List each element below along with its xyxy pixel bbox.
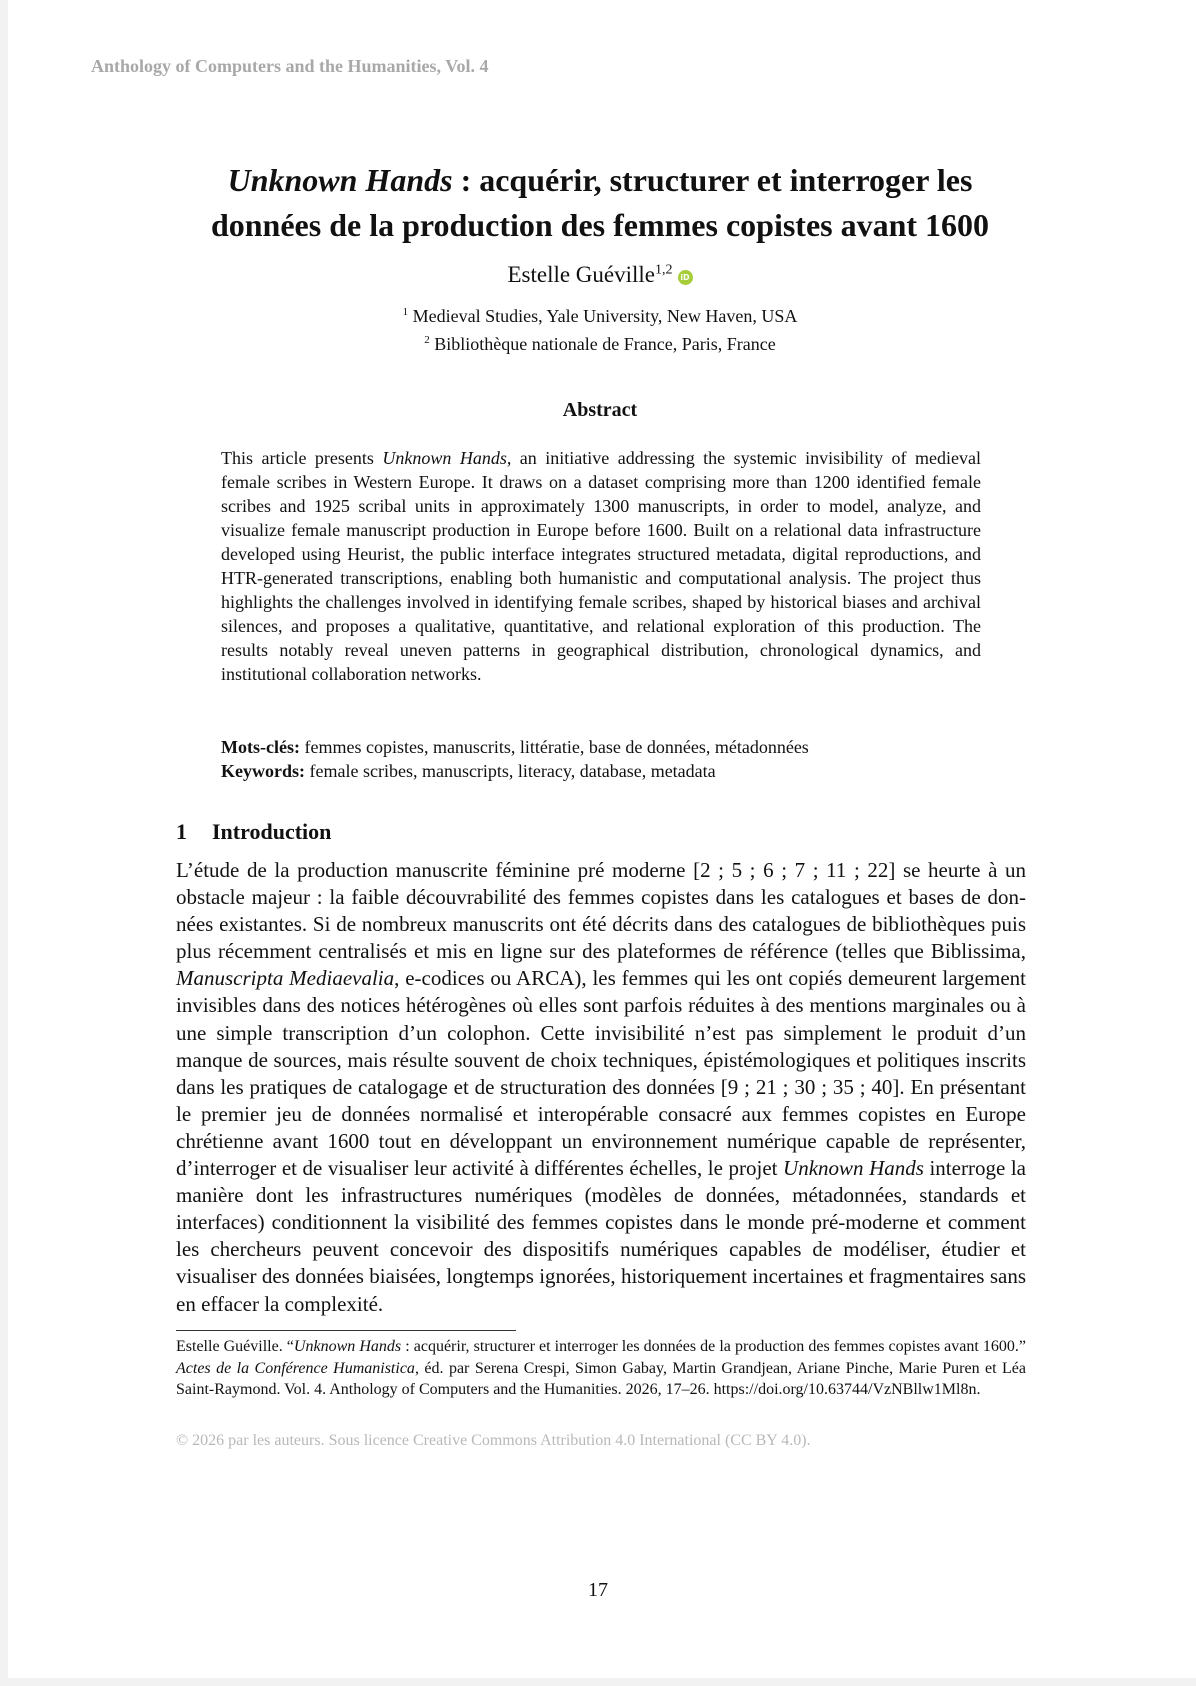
section-heading — [176, 819, 331, 845]
affiliations — [150, 300, 1050, 356]
keywords-en — [221, 759, 981, 783]
affiliation-mark: 2 — [424, 334, 430, 346]
affiliation-text: Medieval Studies, Yale University, New Haven, USA — [412, 306, 798, 326]
keywords-en-text: female scribes, manuscripts, literacy, database, metadata — [305, 761, 716, 781]
title-line1-rest: : acquérir, structurer et interroger les — [452, 162, 973, 198]
license-notice: © 2026 par les auteurs. Sous licence Creative Commons Attribution 4.0 International (CC BY 4.0). — [176, 1432, 811, 1449]
paragraph-part: , e-codices ou ARCA), les femmes qui les ont copiés demeurent largement invisibles dans des notices hétérogènes où elles sont parfois réduites à des mentions marginales ou à une simple transcription d’un colophon. Cette invisibilité n’est pas simplement le produit d’un manque de sources, mais résulte souvent de choix techniques, épistémologiques et politiques inscrits dans les pratiques de catalogage et de structuration des données [9 ; 21 ; 30 ; 35 ; 40]. En présentant le premier jeu de données normalisé et interopérable consacré aux femmes copistes en Europe chrétienne avant 1600 tout en développant un environnement numérique capable de représenter, d’interroger et de visualiser leur activité à différentes échelles, le projet — [176, 966, 1026, 1181]
title-line2: données de la production des femmes copistes avant 1600 — [210, 207, 990, 243]
affiliation-mark: 1 — [402, 306, 409, 318]
page-bottom-edge — [0, 1678, 1196, 1686]
keywords-block — [221, 735, 981, 783]
footnote-part: Estelle Guéville. “ — [176, 1338, 294, 1355]
running-head: Anthology of Computers and the Humanities, Vol. 4 — [91, 56, 489, 76]
paragraph-part: L’étude de la production manuscrite féminine pré moderne [2 ; 5 ; 6 ; 7 ; 11 ; 22] se heurte à un obstacle majeur : la faible découvrabilité des femmes copistes dans les catalogues et bases de données existantes. Si de nombreux manuscrits ont été décrits dans des catalogues de bibliothèques puis plus récemment centralisés et mis en ligne sur des plateformes de référence (telles que Biblissima, — [176, 858, 1026, 964]
paragraph-italic: Unknown Hands — [783, 1156, 924, 1181]
footnote-part: , éd. par Serena Crespi, Simon Gabay, Martin Grandjean, Ariane Pinche, Marie Puren et Léa Saint-Raymond. Vol. 4. Anthology of Computers and the Humanities. 2026, 17–26. https://doi.org/10.63744/VzNBllw1Ml8n. — [176, 1359, 1027, 1398]
section-title: Introduction — [212, 819, 332, 844]
footnote-rule — [176, 1330, 516, 1331]
footnote-italic: Actes de la Conférence Humanistica — [176, 1359, 415, 1377]
author-affil-marks: 1,2 — [655, 262, 673, 278]
author-name: Estelle Guéville — [507, 262, 656, 287]
paper-title — [150, 158, 1050, 248]
footnote-italic: Unknown Hands — [293, 1338, 402, 1355]
paragraph-part: interroge la manière dont les infrastructures numériques (modèles de données, métadonnées, standards et interfaces) conditionnent la visibilité des femmes copistes dans le monde pré-moderne et comment les chercheurs peuvent concevoir des dispositifs numériques capables de modéliser, étudier et visualiser des données biaisées, longtemps ignorées, historiquement incertaines et fragmentaires sans en effacer la complexité. — [176, 1156, 1026, 1316]
author-line — [150, 262, 1050, 288]
keywords-fr-text: femmes copistes, manuscrits, littératie, base de données, métadonnées — [299, 737, 809, 757]
section-number: 1 — [176, 819, 187, 844]
citation-footnote — [176, 1336, 1026, 1401]
orcid-icon[interactable]: iD — [678, 270, 693, 285]
abstract-heading: Abstract — [562, 399, 638, 421]
affiliation-1 — [150, 300, 1050, 328]
keywords-fr-label: Mots-clés: — [221, 737, 300, 757]
introduction-paragraph — [176, 857, 1026, 1318]
paragraph-italic: Manuscripta Mediaevalia — [176, 966, 395, 991]
abstract-part: , an initiative addressing the systemic invisibility of medieval female scribes in Western Europe. It draws on a dataset comprising more than 1200 identified female scribes and 1925 scribal units in approximately 1300 manuscripts, in order to model, analyze, and visualize female manuscript production in Europe before 1600. Built on a relational data infrastructure developed using Heurist, the public interface integrates structured metadata, digital reproductions, and HTR-generated transcriptions, enabling both humanistic and computational analysis. The project thus highlights the challenges involved in identifying female scribes, shaped by historical biases and archival silences, and proposes a qualitative, quantitative, and relational exploration of this production. The results notably reveal uneven patterns in geographical distribution, chronological dynamics, and institutional collaboration networks. — [221, 448, 981, 684]
page-left-edge — [0, 0, 8, 1686]
abstract-italic: Unknown Hands — [382, 448, 507, 468]
title-italic: Unknown Hands — [227, 162, 453, 198]
page-number: 17 — [588, 1579, 608, 1601]
abstract-part: This article presents — [221, 448, 383, 468]
footnote-part: : acquérir, structurer et interroger les données de la production des femmes copistes avant 1600.” — [401, 1338, 1027, 1355]
keywords-en-label: Keywords: — [221, 761, 305, 781]
affiliation-text: Bibliothèque nationale de France, Paris, France — [434, 334, 776, 354]
keywords-fr — [221, 735, 981, 759]
affiliation-2 — [150, 328, 1050, 356]
abstract-text — [221, 446, 981, 686]
